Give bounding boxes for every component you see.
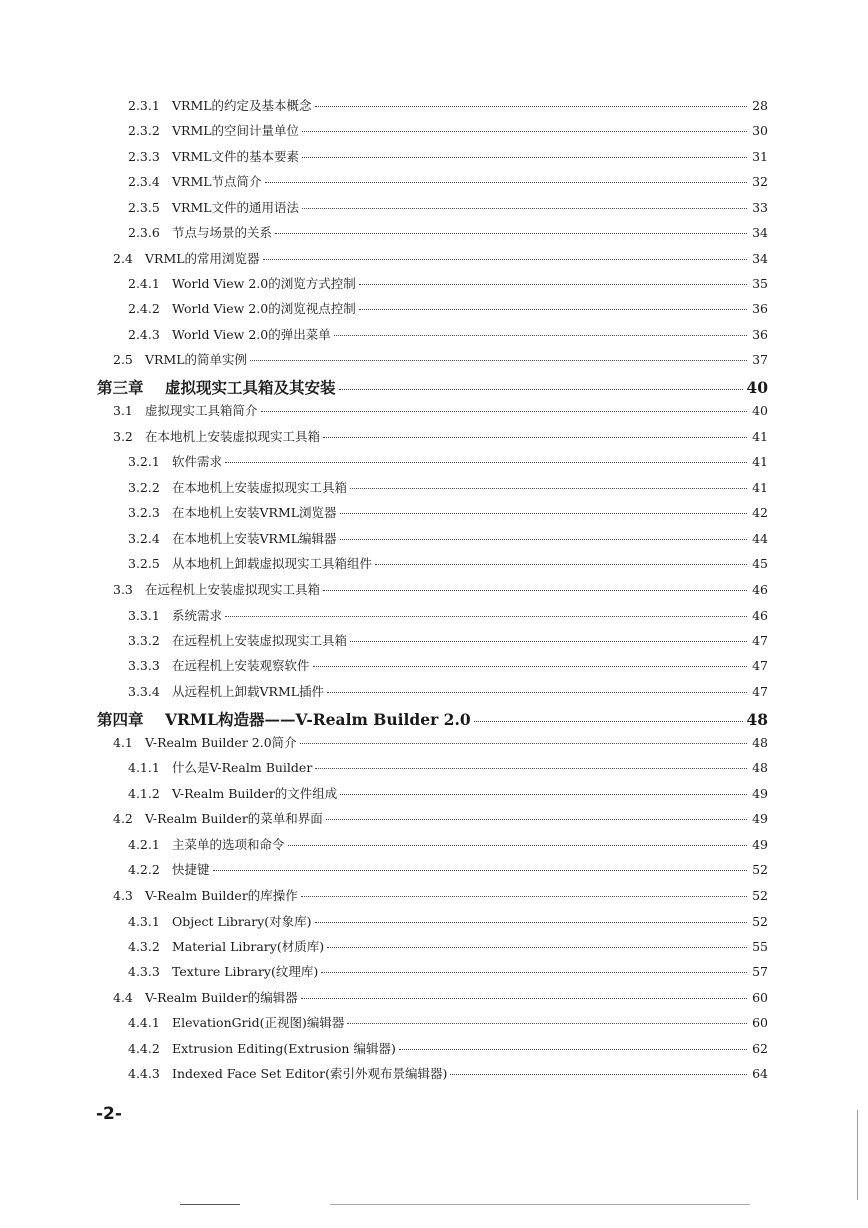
toc-page-number: 49 bbox=[752, 837, 768, 852]
dot-leader bbox=[327, 947, 747, 948]
toc-title: V-Realm Builder 2.0简介 bbox=[145, 735, 297, 750]
toc-title: Extrusion Editing(Extrusion 编辑器) bbox=[172, 1041, 396, 1056]
toc-title: 节点与场景的关系 bbox=[172, 225, 273, 240]
toc-page-number: 44 bbox=[752, 531, 768, 546]
toc-number: 4.3.3 bbox=[128, 964, 160, 979]
toc-number: 4.3 bbox=[113, 888, 133, 903]
toc-page-number: 55 bbox=[752, 939, 768, 954]
dot-leader bbox=[301, 896, 747, 897]
toc-number: 2.3.3 bbox=[128, 149, 160, 164]
toc-title: 虚拟现实工具箱简介 bbox=[145, 403, 258, 418]
toc-number: 2.3.5 bbox=[128, 200, 160, 215]
toc-page-number: 35 bbox=[752, 276, 768, 291]
toc-title: 虚拟现实工具箱及其安装 bbox=[165, 378, 336, 397]
toc-page-number: 64 bbox=[752, 1066, 768, 1081]
toc-title: V-Realm Builder的菜单和界面 bbox=[145, 811, 323, 826]
toc-subsection bbox=[128, 912, 768, 932]
toc-page-number: 47 bbox=[752, 658, 768, 673]
toc-subsection bbox=[128, 682, 768, 702]
toc-number: 3.3.4 bbox=[128, 684, 160, 699]
bottom-scan-line bbox=[330, 1204, 750, 1205]
toc-page-number: 47 bbox=[752, 633, 768, 648]
toc-chapter bbox=[97, 376, 768, 396]
toc-number: 3.2.5 bbox=[128, 556, 160, 571]
dot-leader bbox=[323, 437, 747, 438]
toc-title: VRML构造器——V-Realm Builder 2.0 bbox=[165, 710, 471, 729]
toc-subsection bbox=[128, 758, 768, 778]
dot-leader bbox=[213, 870, 747, 871]
toc-subsection bbox=[128, 554, 768, 574]
dot-leader bbox=[315, 106, 747, 107]
toc-number: 3.3.1 bbox=[128, 608, 160, 623]
toc-number: 3.3.2 bbox=[128, 633, 160, 648]
toc-number: 2.4.1 bbox=[128, 276, 160, 291]
toc-title: 在本地机上安装VRML编辑器 bbox=[172, 531, 337, 546]
toc-title: VRML文件的基本要素 bbox=[172, 149, 300, 164]
toc-subsection bbox=[128, 656, 768, 676]
toc-title: World View 2.0的弹出菜单 bbox=[172, 327, 331, 342]
toc-number: 4.2.1 bbox=[128, 837, 160, 852]
toc-number: 3.2 bbox=[113, 429, 133, 444]
dot-leader bbox=[323, 590, 747, 591]
toc-number: 4.4.3 bbox=[128, 1066, 160, 1081]
dot-leader bbox=[302, 131, 747, 132]
toc-title: 在本地机上安装虚拟现实工具箱 bbox=[172, 480, 348, 495]
toc-title: 主菜单的选项和命令 bbox=[172, 837, 285, 852]
toc-title: 系统需求 bbox=[172, 608, 223, 623]
dot-leader bbox=[265, 182, 747, 183]
dot-leader bbox=[321, 972, 747, 973]
toc-number: 3.3 bbox=[113, 582, 133, 597]
toc-section bbox=[113, 580, 768, 600]
toc-subsection bbox=[128, 147, 768, 167]
toc-page-number: 60 bbox=[752, 1015, 768, 1030]
toc-title: 在远程机上安装虚拟现实工具箱 bbox=[145, 582, 321, 597]
toc-section bbox=[113, 249, 768, 269]
toc-section bbox=[113, 809, 768, 829]
toc-subsection bbox=[128, 274, 768, 294]
toc-number: 4.1 bbox=[113, 735, 133, 750]
toc-number: 2.3.6 bbox=[128, 225, 160, 240]
toc-page-number: 52 bbox=[752, 888, 768, 903]
dot-leader bbox=[302, 208, 747, 209]
toc-page-number: 30 bbox=[752, 123, 768, 138]
toc-number: 4.3.1 bbox=[128, 914, 160, 929]
dot-leader bbox=[275, 233, 747, 234]
toc-subsection bbox=[128, 1039, 768, 1059]
toc-title: 什么是V-Realm Builder bbox=[172, 760, 313, 775]
dot-leader bbox=[340, 513, 747, 514]
dot-leader bbox=[359, 284, 747, 285]
toc-number: 4.2.2 bbox=[128, 862, 160, 877]
toc-page-number: 46 bbox=[752, 608, 768, 623]
toc-page-number: 48 bbox=[752, 735, 768, 750]
toc-chapter bbox=[97, 708, 768, 728]
toc-number: 2.3.4 bbox=[128, 174, 160, 189]
toc-subsection bbox=[128, 1013, 768, 1033]
page-number: -2- bbox=[96, 1104, 122, 1124]
dot-leader bbox=[313, 666, 747, 667]
toc-subsection bbox=[128, 325, 768, 345]
toc-section bbox=[113, 988, 768, 1008]
scan-edge-mark bbox=[857, 1110, 858, 1200]
toc-number: 4.4 bbox=[113, 990, 133, 1005]
toc-title: 快捷键 bbox=[172, 862, 210, 877]
toc-page-number: 46 bbox=[752, 582, 768, 597]
toc-number: 3.2.4 bbox=[128, 531, 160, 546]
toc-section bbox=[113, 427, 768, 447]
toc-page-number: 47 bbox=[752, 684, 768, 699]
toc-title: 在远程机上安装虚拟现实工具箱 bbox=[172, 633, 348, 648]
toc-page-number: 40 bbox=[746, 378, 768, 397]
dot-leader bbox=[288, 845, 747, 846]
dot-leader bbox=[302, 157, 747, 158]
toc-page-number: 32 bbox=[752, 174, 768, 189]
dot-leader bbox=[399, 1049, 747, 1050]
toc-number: 3.1 bbox=[113, 403, 133, 418]
dot-leader bbox=[327, 692, 747, 693]
toc-title: V-Realm Builder的编辑器 bbox=[145, 990, 298, 1005]
toc-page-number: 33 bbox=[752, 200, 768, 215]
toc-page-number: 31 bbox=[752, 149, 768, 164]
toc-subsection bbox=[128, 121, 768, 141]
toc-subsection bbox=[128, 1064, 768, 1084]
dot-leader bbox=[250, 360, 747, 361]
toc-title: Object Library(对象库) bbox=[172, 914, 312, 929]
toc-title: Indexed Face Set Editor(索引外观布景编辑器) bbox=[172, 1066, 448, 1081]
toc-subsection bbox=[128, 96, 768, 116]
dot-leader bbox=[350, 488, 747, 489]
toc-title: 从远程机上卸载VRML插件 bbox=[172, 684, 325, 699]
toc-number: 4.1.2 bbox=[128, 786, 160, 801]
toc-title: 在本地机上安装虚拟现实工具箱 bbox=[145, 429, 321, 444]
toc-title: 从本地机上卸载虚拟现实工具箱组件 bbox=[172, 556, 373, 571]
toc-title: VRML的简单实例 bbox=[145, 352, 248, 367]
dot-leader bbox=[339, 389, 744, 390]
toc-title: VRML的常用浏览器 bbox=[145, 251, 260, 266]
toc-title: VRML的空间计量单位 bbox=[172, 123, 300, 138]
dot-leader bbox=[340, 539, 747, 540]
toc-subsection bbox=[128, 529, 768, 549]
toc-title: Texture Library(纹理库) bbox=[172, 964, 319, 979]
toc-title: VRML节点简介 bbox=[172, 174, 262, 189]
toc-number: 第四章 bbox=[97, 710, 144, 729]
toc-number: 4.4.1 bbox=[128, 1015, 160, 1030]
toc-page-number: 48 bbox=[746, 710, 768, 729]
dot-leader bbox=[350, 641, 747, 642]
dot-leader bbox=[326, 819, 747, 820]
toc-title: ElevationGrid(正视图)编辑器 bbox=[172, 1015, 345, 1030]
toc-subsection bbox=[128, 860, 768, 880]
toc-page-number: 52 bbox=[752, 914, 768, 929]
toc-number: 4.3.2 bbox=[128, 939, 160, 954]
toc-number: 2.4.2 bbox=[128, 301, 160, 316]
dot-leader bbox=[450, 1074, 747, 1075]
toc-page-number: 36 bbox=[752, 301, 768, 316]
toc-title: V-Realm Builder的文件组成 bbox=[172, 786, 338, 801]
toc-subsection bbox=[128, 784, 768, 804]
toc-page-number: 40 bbox=[752, 403, 768, 418]
dot-leader bbox=[315, 768, 747, 769]
toc-title: VRML文件的通用语法 bbox=[172, 200, 300, 215]
toc-page-number: 52 bbox=[752, 862, 768, 877]
toc-number: 4.2 bbox=[113, 811, 133, 826]
toc-page-number: 49 bbox=[752, 786, 768, 801]
toc-page-number: 37 bbox=[752, 352, 768, 367]
toc-page-number: 60 bbox=[752, 990, 768, 1005]
toc-page-number: 57 bbox=[752, 964, 768, 979]
toc-subsection bbox=[128, 198, 768, 218]
toc-section bbox=[113, 886, 768, 906]
toc-title: 软件需求 bbox=[172, 454, 223, 469]
toc-subsection bbox=[128, 606, 768, 626]
toc-page-number: 48 bbox=[752, 760, 768, 775]
dot-leader bbox=[225, 462, 747, 463]
dot-leader bbox=[315, 922, 747, 923]
toc-title: World View 2.0的浏览方式控制 bbox=[172, 276, 356, 291]
toc-section bbox=[113, 733, 768, 753]
toc-subsection bbox=[128, 835, 768, 855]
toc-title: World View 2.0的浏览视点控制 bbox=[172, 301, 356, 316]
toc-number: 3.2.1 bbox=[128, 454, 160, 469]
toc-number: 3.2.2 bbox=[128, 480, 160, 495]
toc-number: 4.1.1 bbox=[128, 760, 160, 775]
dot-leader bbox=[474, 721, 744, 722]
toc-page-number: 34 bbox=[752, 251, 768, 266]
toc-section bbox=[113, 401, 768, 421]
toc-number: 2.3.2 bbox=[128, 123, 160, 138]
dot-leader bbox=[225, 616, 747, 617]
toc-page-number: 41 bbox=[752, 480, 768, 495]
toc-subsection bbox=[128, 937, 768, 957]
toc-page-number: 45 bbox=[752, 556, 768, 571]
toc-title: 在远程机上安装观察软件 bbox=[172, 658, 310, 673]
toc-subsection bbox=[128, 452, 768, 472]
toc-subsection bbox=[128, 223, 768, 243]
toc-subsection bbox=[128, 962, 768, 982]
toc-page-number: 41 bbox=[752, 429, 768, 444]
bottom-scan-line bbox=[180, 1204, 240, 1205]
toc-page-number: 34 bbox=[752, 225, 768, 240]
toc-subsection bbox=[128, 299, 768, 319]
toc-number: 2.4.3 bbox=[128, 327, 160, 342]
toc-page-number: 36 bbox=[752, 327, 768, 342]
toc-title: V-Realm Builder的库操作 bbox=[145, 888, 298, 903]
toc-subsection bbox=[128, 172, 768, 192]
toc-subsection bbox=[128, 503, 768, 523]
dot-leader bbox=[301, 998, 747, 999]
dot-leader bbox=[359, 309, 747, 310]
toc-number: 2.4 bbox=[113, 251, 133, 266]
toc-title: VRML的约定及基本概念 bbox=[172, 98, 312, 113]
toc-page-number: 62 bbox=[752, 1041, 768, 1056]
dot-leader bbox=[263, 259, 747, 260]
toc-title: 在本地机上安装VRML浏览器 bbox=[172, 505, 337, 520]
toc-number: 第三章 bbox=[97, 378, 144, 397]
toc-subsection bbox=[128, 631, 768, 651]
dot-leader bbox=[347, 1023, 747, 1024]
toc-number: 2.5 bbox=[113, 352, 133, 367]
toc-title: Material Library(材质库) bbox=[172, 939, 325, 954]
dot-leader bbox=[300, 743, 747, 744]
toc-subsection bbox=[128, 478, 768, 498]
dot-leader bbox=[261, 411, 747, 412]
toc-number: 3.2.3 bbox=[128, 505, 160, 520]
toc-section bbox=[113, 350, 768, 370]
toc-number: 4.4.2 bbox=[128, 1041, 160, 1056]
dot-leader bbox=[340, 794, 747, 795]
toc-page-number: 41 bbox=[752, 454, 768, 469]
dot-leader bbox=[334, 335, 747, 336]
dot-leader bbox=[375, 564, 747, 565]
toc-number: 3.3.3 bbox=[128, 658, 160, 673]
toc-number: 2.3.1 bbox=[128, 98, 160, 113]
toc-page-number: 49 bbox=[752, 811, 768, 826]
toc-page-number: 28 bbox=[752, 98, 768, 113]
toc-page-number: 42 bbox=[752, 505, 768, 520]
